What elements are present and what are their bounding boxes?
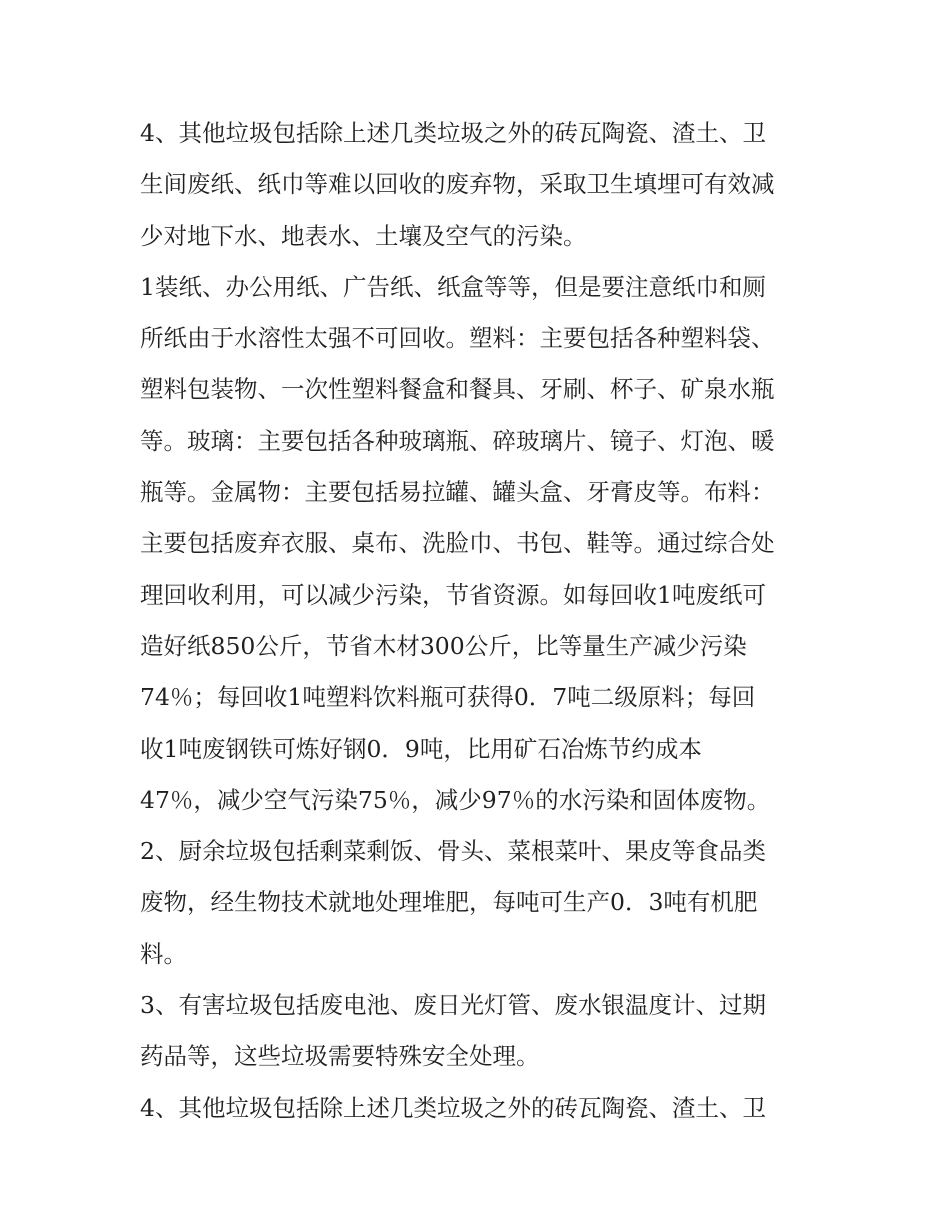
text-line: 造好纸850公斤，节省木材300公斤，比等量生产减少污染 — [140, 631, 747, 660]
text-line: 所纸由于水溶性太强不可回收。塑料：主要包括各种塑料袋、 — [140, 324, 775, 353]
document-body — [140, 108, 820, 1134]
paragraph-other-waste-repeat — [140, 1083, 820, 1134]
text-line: 废物，经生物技术就地处理堆肥，每吨可生产0．3吨有机肥 — [140, 888, 758, 917]
text-line: 主要包括废弃衣服、桌布、洗脸巾、书包、鞋等。通过综合处 — [140, 529, 775, 558]
paragraph-kitchen-waste — [140, 826, 820, 980]
text-line: 药品等，这些垃圾需要特殊安全处理。 — [140, 1042, 540, 1071]
text-line: 74％；每回收1吨塑料饮料瓶可获得0．7吨二级原料；每回 — [140, 683, 756, 712]
text-line: 瓶等。金属物：主要包括易拉罐、罐头盒、牙膏皮等。布料： — [140, 478, 775, 507]
text-line: 少对地下水、地表水、土壤及空气的污染。 — [140, 221, 587, 250]
text-line: 理回收利用，可以减少污染，节省资源。如每回收1吨废纸可 — [140, 580, 766, 609]
paragraph-hazardous-waste — [140, 980, 820, 1083]
text-line: 4、其他垃圾包括除上述几类垃圾之外的砖瓦陶瓷、渣土、卫 — [140, 119, 766, 147]
text-line: 4、其他垃圾包括除上述几类垃圾之外的砖瓦陶瓷、渣土、卫 — [140, 1093, 766, 1122]
paragraph-recyclables — [140, 262, 820, 826]
text-line: 47％，减少空气污染75％，减少97％的水污染和固体废物。 — [140, 785, 771, 814]
text-line: 2、厨余垃圾包括剩菜剩饭、骨头、菜根菜叶、果皮等食品类 — [140, 837, 766, 866]
text-line: 塑料包装物、一次性塑料餐盒和餐具、牙刷、杯子、矿泉水瓶 — [140, 375, 775, 404]
paragraph-other-waste — [140, 108, 820, 262]
text-line: 收1吨废钢铁可炼好钢0．9吨，比用矿石冶炼节约成本 — [140, 734, 702, 763]
text-line: 料。 — [140, 939, 187, 968]
text-line: 生间废纸、纸巾等难以回收的废弃物，采取卫生填埋可有效减 — [140, 170, 775, 199]
text-line: 等。玻璃：主要包括各种玻璃瓶、碎玻璃片、镜子、灯泡、暖 — [140, 426, 775, 455]
text-line: 1装纸、办公用纸、广告纸、纸盒等等，但是要注意纸巾和厕 — [140, 272, 766, 301]
text-line: 3、有害垃圾包括废电池、废日光灯管、废水银温度计、过期 — [140, 991, 766, 1020]
